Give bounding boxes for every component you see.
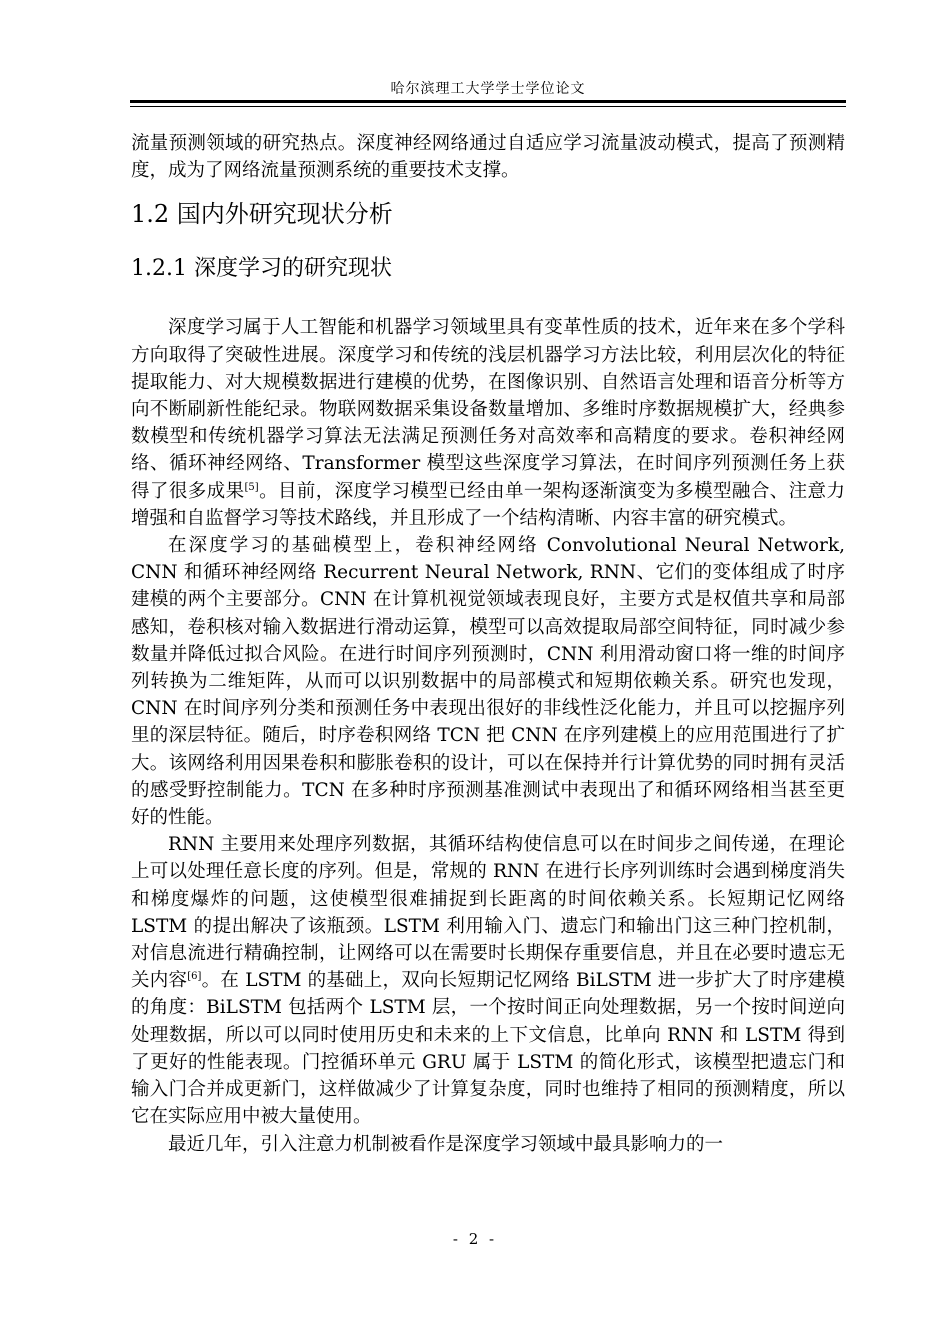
page-content xyxy=(131,130,845,1158)
page-number: - 2 - xyxy=(452,1230,498,1248)
citation-ref: [6] xyxy=(187,971,202,983)
header-rule-thick xyxy=(130,100,846,103)
paragraph-rnn-lstm xyxy=(131,831,845,1130)
heading-spacer xyxy=(131,286,845,314)
subsection-heading: 1.2.1 深度学习的研究现状 xyxy=(131,256,392,282)
paragraph-text: RNN 主要用来处理序列数据，其循环结构使信息可以在时间步之间传递，在理论上可以处理任意长度的序列。但是，常规的 RNN 在进行长序列训练时会遇到梯度消失和梯度爆炸的问题，这使模型很难捕捉到长距离的时间依赖关系。长短期记忆网络 LSTM 的提出解决了该瓶颈。LSTM 利用输入门、遗忘门和输出门这三种门控机制，对信息流进行精确控制，让网络可以在需要时长期保存重要信息，并且在必要时遗忘无关内容 xyxy=(131,834,845,992)
paragraph-text: 。目前，深度学习模型已经由单一架构逐渐演变为多模型融合、注意力增强和自监督学习等技术路线，并且形成了一个结构清晰、内容丰富的研究模式。 xyxy=(131,480,845,529)
paragraph-text: 深度学习属于人工智能和机器学习领域里具有变革性质的技术，近年来在多个学科方向取得了突破性进展。深度学习和传统的浅层机器学习方法比较，利用层次化的特征提取能力、对大规模数据进行建模的优势，在图像识别、自然语言处理和语音分析等方向不断刷新性能纪录。物联网数据采集设备数量增加、多维时序数据规模扩大，经典参数模型和传统机器学习算法无法满足预测任务对高效率和高精度的要求。卷积神经网络、循环神经网络、Transformer 模型这些深度学习算法，在时间序列预测任务上获得了很多成果 xyxy=(131,317,845,502)
paragraph-text: 。在 LSTM 的基础上，双向长短期记忆网络 BiLSTM 进一步扩大了时序建模的角度：BiLSTM 包括两个 LSTM 层，一个按时间正向处理数据，另一个按时间逆向处理数据，所以可以同时使用历史和未来的上下文信息，比单向 RNN 和 LSTM 得到了更好的性能表现。门控循环单元 GRU 属于 LSTM 的简化形式，该模型把遗忘门和输入门合并成更新门，这样做减少了计算复杂度，同时也维持了相同的预测精度，所以它在实际应用中被大量使用。 xyxy=(131,970,845,1128)
paragraph-cnn-rnn: 在深度学习的基础模型上，卷积神经网络 Convolutional Neural Network, CNN 和循环神经网络 Recurrent Neural Network, RNN、它们的变体组成了时序建模的两个主要部分。CNN 在计算机视觉领域表现良好，主要方式是权值共享和局部感知，卷积核对输入数据进行滑动运算，模型可以高效提取局部空间特征，同时减少参数量并降低过拟合风险。在进行时间序列预测时，CNN 利用滑动窗口将一维的时间序列转换为二维矩阵，从而可以识别数据中的局部模式和短期依赖关系。研究也发现，CNN 在时间序列分类和预测任务中表现出很好的非线性泛化能力，并且可以挖掘序列里的深层特征。随后，时序卷积网络 TCN 把 CNN 在序列建模上的应用范围进行了扩大。该网络利用因果卷积和膨胀卷积的设计，可以在保持并行计算优势的同时拥有灵活的感受野控制能力。TCN 在多种时序预测基准测试中表现出了和循环网络相当甚至更好的性能。 xyxy=(131,535,845,829)
running-header: 哈尔滨理工大学学士学位论文 xyxy=(390,81,586,97)
paragraph-deep-learning-overview xyxy=(131,314,845,532)
header-rule-thin xyxy=(130,106,846,107)
section-heading: 1.2 国内外研究现状分析 xyxy=(131,200,393,229)
continuation-paragraph: 流量预测领域的研究热点。深度神经网络通过自适应学习流量波动模式，提高了预测精度，成为了网络流量预测系统的重要技术支撑。 xyxy=(131,133,845,182)
citation-ref: [5] xyxy=(244,481,259,493)
paragraph-attention: 最近几年，引入注意力机制被看作是深度学习领域中最具影响力的一 xyxy=(168,1133,724,1155)
